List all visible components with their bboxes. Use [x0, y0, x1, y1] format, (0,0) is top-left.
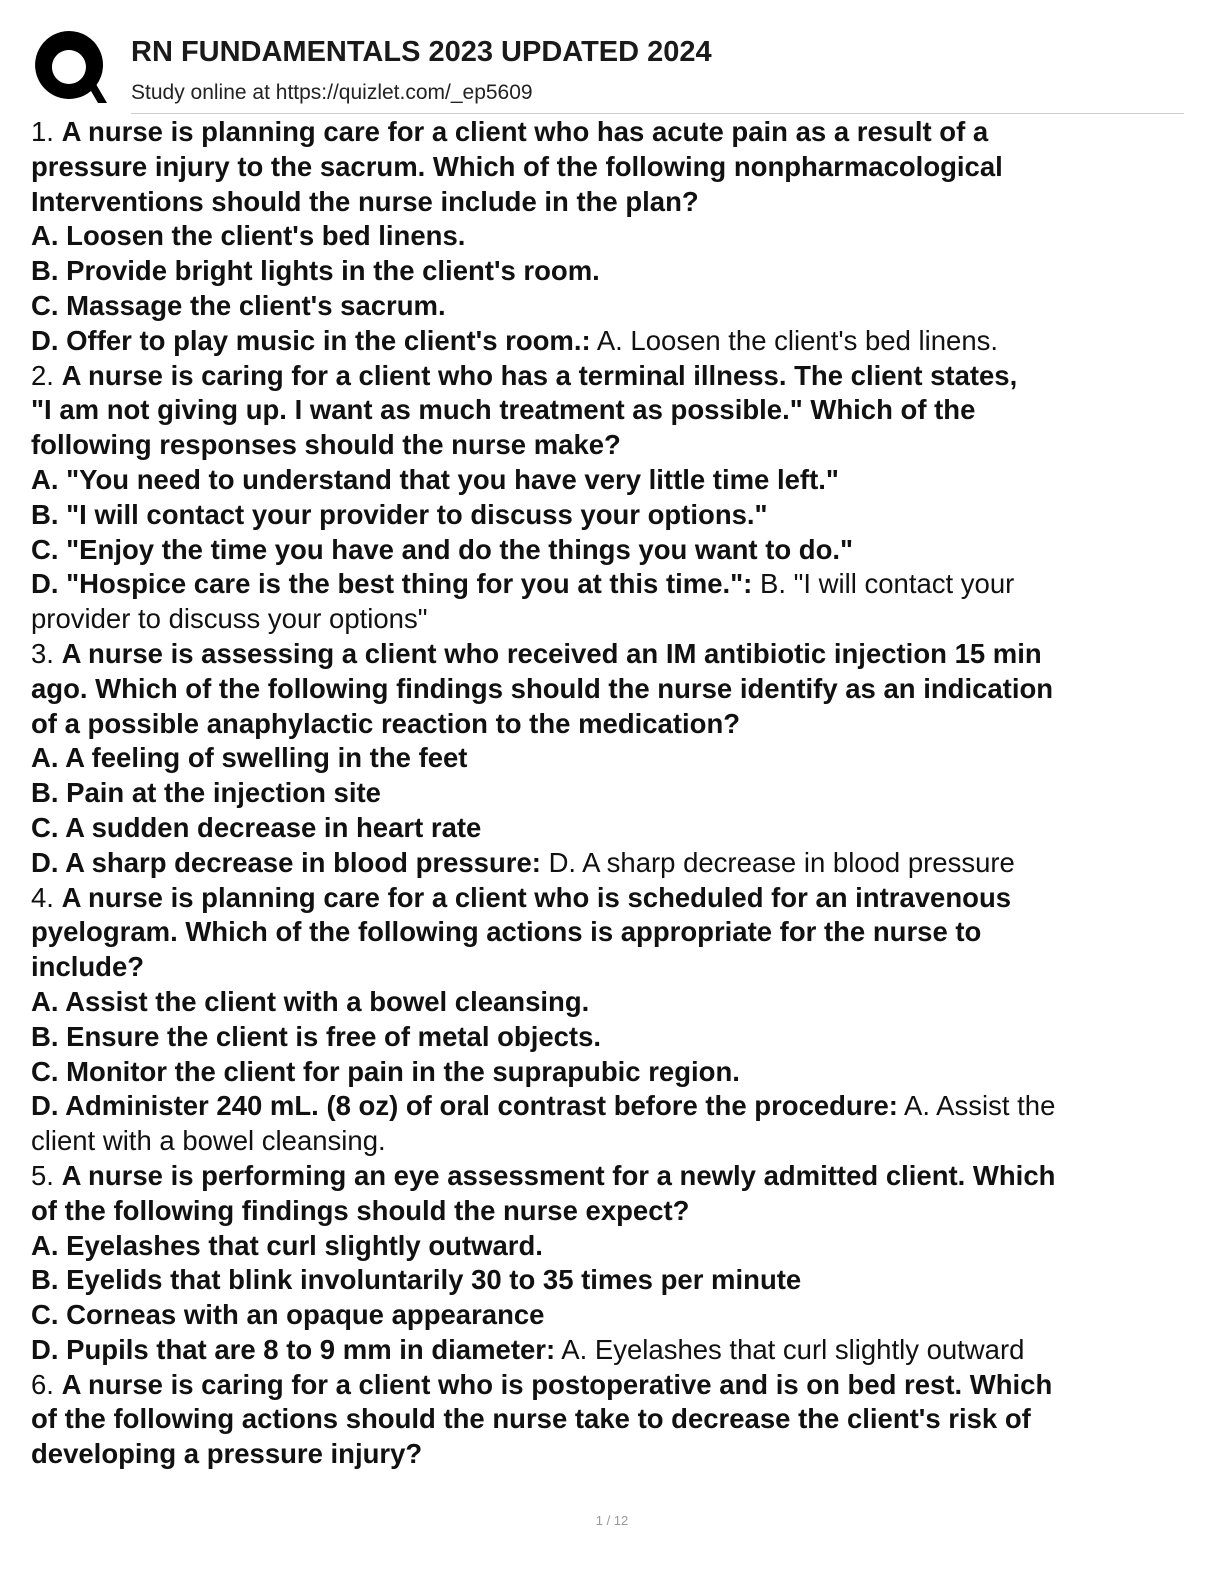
option-text: C. A sudden decrease in heart rate — [31, 811, 482, 843]
answer-option — [31, 1298, 1196, 1333]
question-text: A nurse is caring for a client who has a terminal illness. The client states, — [61, 359, 1018, 391]
question-text: A nurse is performing an eye assessment for a newly admitted client. Which — [61, 1159, 1056, 1191]
question-block — [31, 115, 1196, 359]
question-number: 5. — [31, 1159, 54, 1191]
question-line — [31, 428, 1196, 463]
question-line — [31, 1437, 1196, 1472]
question-line — [31, 707, 1196, 742]
option-text: B. Pain at the injection site — [31, 777, 381, 809]
answer-option — [31, 1229, 1196, 1264]
question-line — [31, 1368, 1196, 1403]
document-title: RN FUNDAMENTALS 2023 UPDATED 2024 — [131, 36, 712, 68]
question-line — [31, 115, 1196, 150]
question-number: 2. — [31, 359, 54, 391]
question-number: 6. — [31, 1368, 54, 1400]
question-text: following responses should the nurse make? — [31, 429, 621, 461]
question-list — [31, 115, 1196, 1472]
correct-answer: A. Loosen the client's bed linens. — [596, 324, 999, 356]
answer-option — [31, 1263, 1196, 1298]
option-text: A. "You need to understand that you have very little time left." — [31, 463, 839, 495]
question-line — [31, 950, 1196, 985]
answer-option — [31, 1055, 1196, 1090]
answer-option — [31, 846, 1196, 881]
answer-option — [31, 811, 1196, 846]
correct-answer: provider to discuss your options" — [31, 603, 428, 635]
question-text: developing a pressure injury? — [31, 1438, 423, 1470]
option-text: A. Eyelashes that curl slightly outward. — [31, 1229, 543, 1261]
answer-option — [31, 776, 1196, 811]
option-text: A. A feeling of swelling in the feet — [31, 742, 468, 774]
option-text: D. "Hospice care is the best thing for you at this time.": — [31, 568, 753, 600]
question-line — [31, 881, 1196, 916]
question-text: A nurse is planning care for a client who is scheduled for an intravenous — [61, 881, 1012, 913]
answer-option — [31, 567, 1196, 602]
question-line — [31, 185, 1196, 220]
question-text: of the following actions should the nurse take to decrease the client's risk of — [31, 1403, 1031, 1435]
correct-answer: B. "I will contact your — [759, 568, 1015, 600]
quizlet-q-logo-icon — [31, 29, 107, 105]
question-line — [31, 915, 1196, 950]
answer-option — [31, 324, 1196, 359]
correct-answer: D. A sharp decrease in blood pressure — [548, 846, 1015, 878]
option-text: C. "Enjoy the time you have and do the things you want to do." — [31, 533, 854, 565]
question-block — [31, 1159, 1196, 1368]
option-text: B. Provide bright lights in the client's room. — [31, 255, 600, 287]
question-number: 1. — [31, 116, 54, 147]
question-line — [31, 393, 1196, 428]
question-text: include? — [31, 951, 145, 983]
correct-answer: A. Eyelashes that curl slightly outward — [561, 1333, 1025, 1365]
question-number: 4. — [31, 881, 54, 913]
option-text: A. Assist the client with a bowel cleansing. — [31, 985, 590, 1017]
answer-option — [31, 1089, 1196, 1124]
answer-option — [31, 533, 1196, 568]
question-text: A nurse is assessing a client who received an IM antibiotic injection 15 min — [61, 637, 1042, 669]
question-block — [31, 359, 1196, 637]
answer-option — [31, 741, 1196, 776]
question-text: ago. Which of the following findings should the nurse identify as an indication — [31, 672, 1054, 704]
question-text: "I am not giving up. I want as much treatment as possible." Which of the — [31, 394, 976, 426]
option-text: B. Ensure the client is free of metal objects. — [31, 1020, 602, 1052]
option-text: D. A sharp decrease in blood pressure: — [31, 846, 541, 878]
question-text: A nurse is caring for a client who is postoperative and is on bed rest. Which — [61, 1368, 1053, 1400]
page-number: 1 / 12 — [595, 1513, 629, 1528]
answer-option — [31, 289, 1196, 324]
question-line — [31, 637, 1196, 672]
answer-continuation — [31, 602, 1196, 637]
answer-continuation — [31, 1124, 1196, 1159]
question-number: 3. — [31, 637, 54, 669]
question-text: Interventions should the nurse include in the plan? — [31, 185, 699, 217]
option-text: B. "I will contact your provider to discuss your options." — [31, 498, 768, 530]
answer-option — [31, 219, 1196, 254]
question-text: pyelogram. Which of the following actions is appropriate for the nurse to — [31, 916, 982, 948]
correct-answer: A. Assist the — [904, 1090, 1056, 1122]
question-block — [31, 1368, 1196, 1472]
study-link[interactable]: Study online at https://quizlet.com/_ep5609 — [131, 81, 533, 104]
option-text: A. Loosen the client's bed linens. — [31, 220, 466, 252]
question-line — [31, 1194, 1196, 1229]
question-line — [31, 1159, 1196, 1194]
answer-option — [31, 254, 1196, 289]
header-divider — [131, 113, 1184, 114]
question-text: of a possible anaphylactic reaction to the medication? — [31, 707, 741, 739]
option-text: D. Pupils that are 8 to 9 mm in diameter: — [31, 1333, 556, 1365]
option-text: C. Massage the client's sacrum. — [31, 289, 446, 321]
question-line — [31, 150, 1196, 185]
answer-option — [31, 498, 1196, 533]
question-text: A nurse is planning care for a client who has acute pain as a result of a — [61, 116, 989, 147]
question-block — [31, 881, 1196, 1159]
question-line — [31, 359, 1196, 394]
option-text: B. Eyelids that blink involuntarily 30 to 35 times per minute — [31, 1264, 802, 1296]
option-text: C. Monitor the client for pain in the suprapubic region. — [31, 1055, 740, 1087]
answer-option — [31, 985, 1196, 1020]
option-text: D. Administer 240 mL. (8 oz) of oral contrast before the procedure: — [31, 1090, 898, 1122]
question-text: of the following findings should the nurse expect? — [31, 1194, 690, 1226]
question-block — [31, 637, 1196, 881]
option-text: C. Corneas with an opaque appearance — [31, 1299, 545, 1331]
answer-option — [31, 463, 1196, 498]
answer-option — [31, 1020, 1196, 1055]
question-text: pressure injury to the sacrum. Which of the following nonpharmacological — [31, 150, 1003, 182]
question-line — [31, 672, 1196, 707]
answer-option — [31, 1333, 1196, 1368]
correct-answer: client with a bowel cleansing. — [31, 1125, 386, 1157]
option-text: D. Offer to play music in the client's room.: — [31, 324, 591, 356]
question-line — [31, 1402, 1196, 1437]
